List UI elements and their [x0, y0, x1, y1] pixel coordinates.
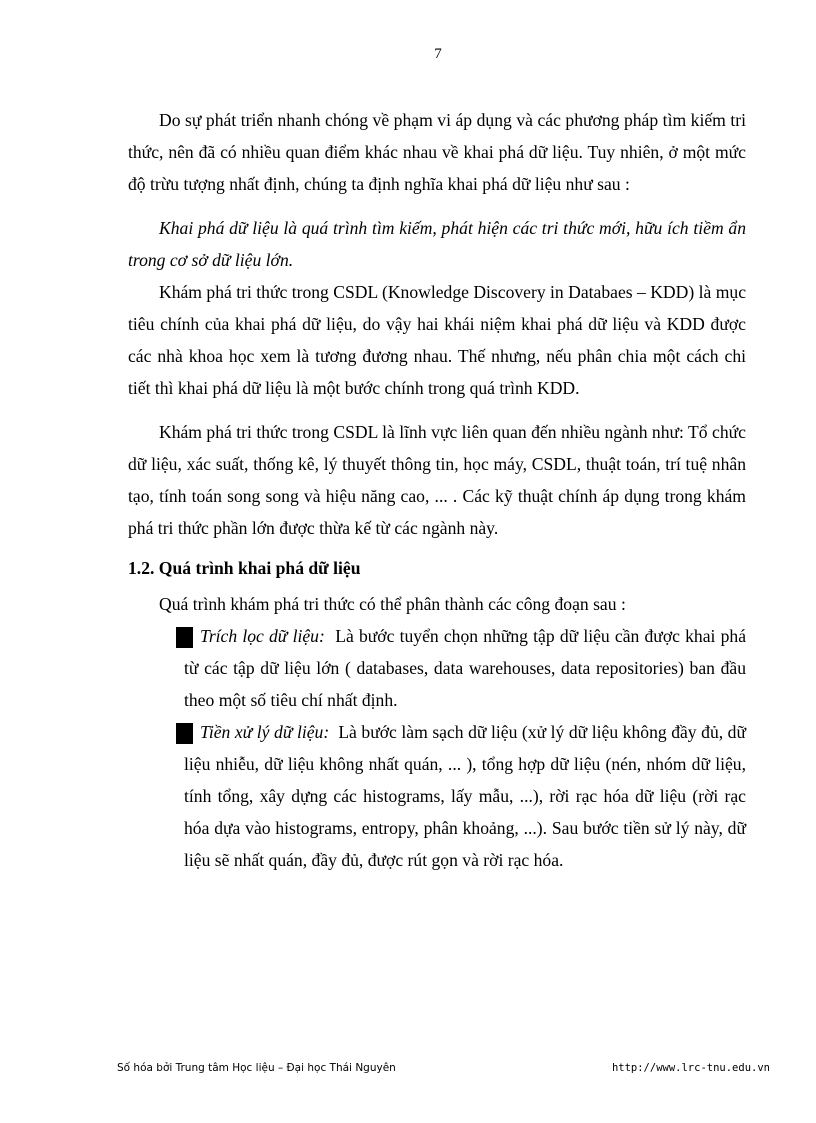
square-bullet-icon: [176, 627, 193, 648]
page-content: [128, 104, 746, 876]
footer-url: http://www.lrc-tnu.edu.vn: [611, 1062, 770, 1074]
list-item-term: Trích lọc dữ liệu:: [200, 626, 325, 646]
page-number: 7: [434, 46, 442, 62]
list-item-text: Là bước tuyển chọn những tập dữ liệu cần được khai phá từ các tập dữ liệu lớn ( databases, data warehouses, data repositories) ban đầu theo một số tiêu chí nhất định.: [184, 626, 747, 710]
section-intro: Quá trình khám phá tri thức có thể phân thành các công đoạn sau :: [159, 594, 626, 614]
square-bullet-icon: [176, 723, 193, 744]
list-item-text: Là bước làm sạch dữ liệu (xử lý dữ liệu không đầy đủ, dữ liệu nhiễu, dữ liệu không nhất quán, ... ), tổng hợp dữ liệu (nén, nhóm dữ liệu, tính tổng, xây dựng các histograms, lấy mẫu, ...), rời rạc hóa dữ liệu (rời rạc hóa dựa vào histograms, entropy, phân khoảng, ...). Sau bước tiền sử lý này, dữ liệu sẽ nhất quán, đầy đủ, được rút gọn và rời rạc hóa.: [184, 722, 747, 870]
definition-paragraph: Khai phá dữ liệu là quá trình tìm kiếm, phát hiện các tri thức mới, hữu ích tiềm ẩn trong cơ sở dữ liệu lớn.: [128, 218, 746, 270]
paragraph-intro: Do sự phát triển nhanh chóng về phạm vi áp dụng và các phương pháp tìm kiếm tri thức, nên đã có nhiều quan điểm khác nhau về khai phá dữ liệu. Tuy nhiên, ở một mức độ trừu tượng nhất định, chúng ta định nghĩa khai phá dữ liệu như sau :: [128, 110, 746, 194]
footer-credit: Số hóa bởi Trung tâm Học liệu – Đại học Thái Nguyên: [117, 1062, 396, 1074]
paragraph-kdd: Khám phá tri thức trong CSDL (Knowledge Discovery in Databaes – KDD) là mục tiêu chính của khai phá dữ liệu, do vậy hai khái niệm khai phá dữ liệu và KDD được các nhà khoa học xem là tương đương nhau. Thế nhưng, nếu phân chia một cách chi tiết thì khai phá dữ liệu là một bước chính trong quá trình KDD.: [128, 282, 746, 398]
paragraph-related-fields: Khám phá tri thức trong CSDL là lĩnh vực liên quan đến nhiều ngành như: Tổ chức dữ liệu, xác suất, thống kê, lý thuyết thông tin, học máy, CSDL, thuật toán, trí tuệ nhân tạo, tính toán song song và hiệu năng cao, ... . Các kỹ thuật chính áp dụng trong khám phá tri thức phần lớn được thừa kế từ các ngành này.: [128, 422, 746, 538]
list-item-preprocessing: [128, 716, 746, 876]
list-item-term: Tiền xử lý dữ liệu:: [200, 722, 330, 742]
list-item-extraction: [128, 620, 746, 716]
section-heading: 1.2. Quá trình khai phá dữ liệu: [128, 558, 361, 578]
